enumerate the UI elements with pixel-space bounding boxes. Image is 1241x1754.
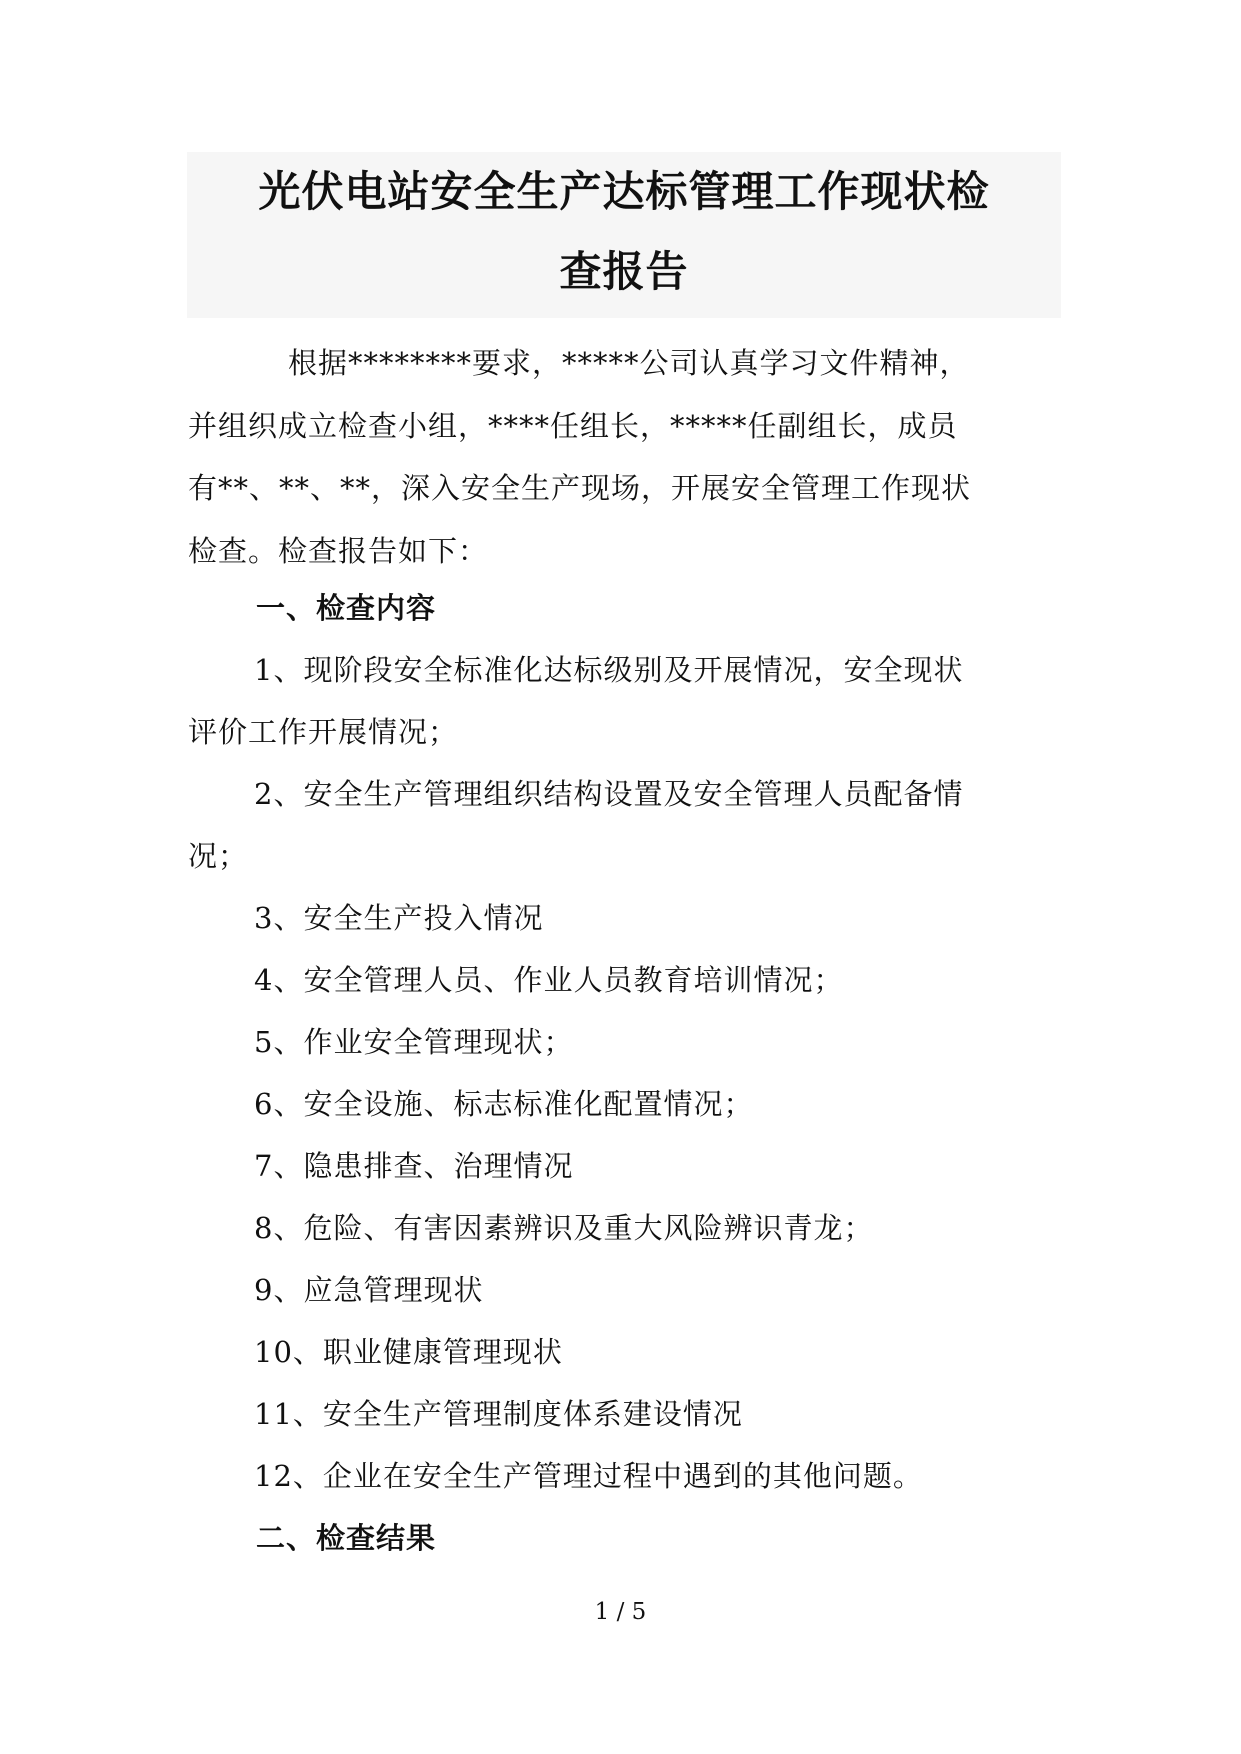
list-item-3: 3、安全生产投入情况 xyxy=(254,901,544,935)
list-item-1: 1、现阶段安全标准化达标级别及开展情况，安全现状 xyxy=(254,653,964,687)
list-item-2: 2、安全生产管理组织结构设置及安全管理人员配备情 xyxy=(254,777,964,811)
list-item-1-continued: 评价工作开展情况； xyxy=(188,715,459,749)
page-number: 1 / 5 xyxy=(594,1599,647,1625)
title-line-1: 光伏电站安全生产达标管理工作现状检 xyxy=(258,167,990,216)
list-item-12: 12、企业在安全生产管理过程中遇到的其他问题。 xyxy=(254,1459,923,1493)
intro-paragraph xyxy=(188,332,1048,582)
list-item-10: 10、职业健康管理现状 xyxy=(254,1335,563,1369)
list-item-4: 4、安全管理人员、作业人员教育培训情况； xyxy=(254,963,844,997)
section-heading-inspection-results: 二、检查结果 xyxy=(256,1521,437,1555)
list-item-8: 8、危险、有害因素辨识及重大风险辨识青龙； xyxy=(254,1211,874,1245)
list-item-11: 11、安全生产管理制度体系建设情况 xyxy=(254,1397,743,1431)
intro-line-3: 有**、**、**，深入安全生产现场，开展安全管理工作现状 xyxy=(188,471,972,505)
list-item-6: 6、安全设施、标志标准化配置情况； xyxy=(254,1087,754,1121)
list-item-7: 7、隐患排查、治理情况 xyxy=(254,1149,574,1183)
document-title xyxy=(187,152,1061,318)
list-item-2-continued: 况； xyxy=(188,839,249,873)
section-heading-inspection-content: 一、检查内容 xyxy=(256,591,437,625)
intro-line-2: 并组织成立检查小组，****任组长，*****任副组长，成员 xyxy=(188,408,958,443)
title-line-2: 查报告 xyxy=(559,247,689,296)
list-item-5: 5、作业安全管理现状； xyxy=(254,1025,574,1059)
list-item-9: 9、应急管理现状 xyxy=(254,1273,484,1307)
intro-line-1: 根据********要求，*****公司认真学习文件精神， xyxy=(288,346,970,380)
intro-line-4: 检查。检查报告如下： xyxy=(188,533,489,568)
